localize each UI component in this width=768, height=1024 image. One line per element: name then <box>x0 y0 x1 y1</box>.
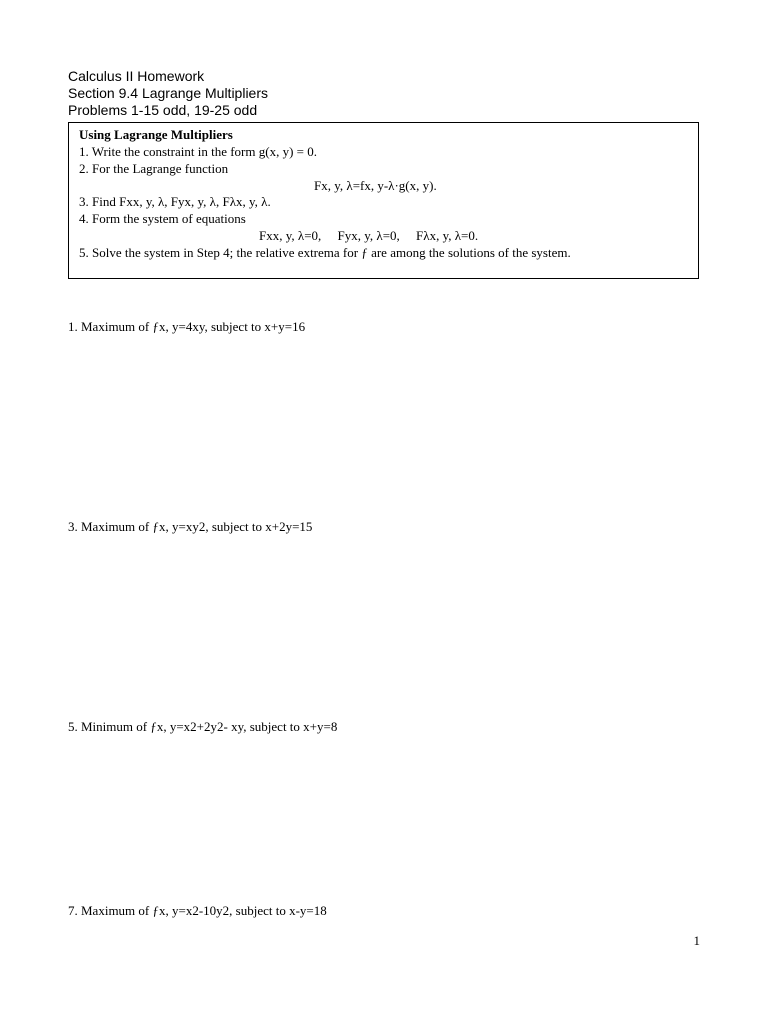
course-title: Calculus II Homework <box>68 68 205 84</box>
step-4-equations: Fxx, y, λ=0, Fyx, y, λ=0, Fλx, y, λ=0. <box>259 228 479 243</box>
step-1: 1. Write the constraint in the form g(x, y) = 0. <box>79 144 317 159</box>
problems-assigned: Problems 1-15 odd, 19-25 odd <box>68 102 258 118</box>
section-title: Section 9.4 Lagrange Multipliers <box>68 85 269 101</box>
problem-1: 1. Maximum of ƒx, y=4xy, subject to x+y=16 <box>68 319 306 334</box>
page-number: 1 <box>693 933 700 948</box>
box-title: Using Lagrange Multipliers <box>79 127 233 142</box>
problem-7: 7. Maximum of ƒx, y=x2-10y2, subject to x-y=18 <box>68 903 327 918</box>
document-header <box>68 68 268 119</box>
problem-3: 3. Maximum of ƒx, y=xy2, subject to x+2y=15 <box>68 519 313 534</box>
step-2-equation: Fx, y, λ=fx, y-λ·g(x, y). <box>314 178 437 193</box>
step-3: 3. Find Fxx, y, λ, Fyx, y, λ, Fλx, y, λ. <box>79 194 271 209</box>
problem-5: 5. Minimum of ƒx, y=x2+2y2- xy, subject to x+y=8 <box>68 719 338 734</box>
step-5: 5. Solve the system in Step 4; the relative extrema for ƒ are among the solutions of the system. <box>79 245 571 260</box>
step-4: 4. Form the system of equations <box>79 211 246 226</box>
lagrange-procedure-box <box>68 122 699 279</box>
step-2: 2. For the Lagrange function <box>79 161 229 176</box>
